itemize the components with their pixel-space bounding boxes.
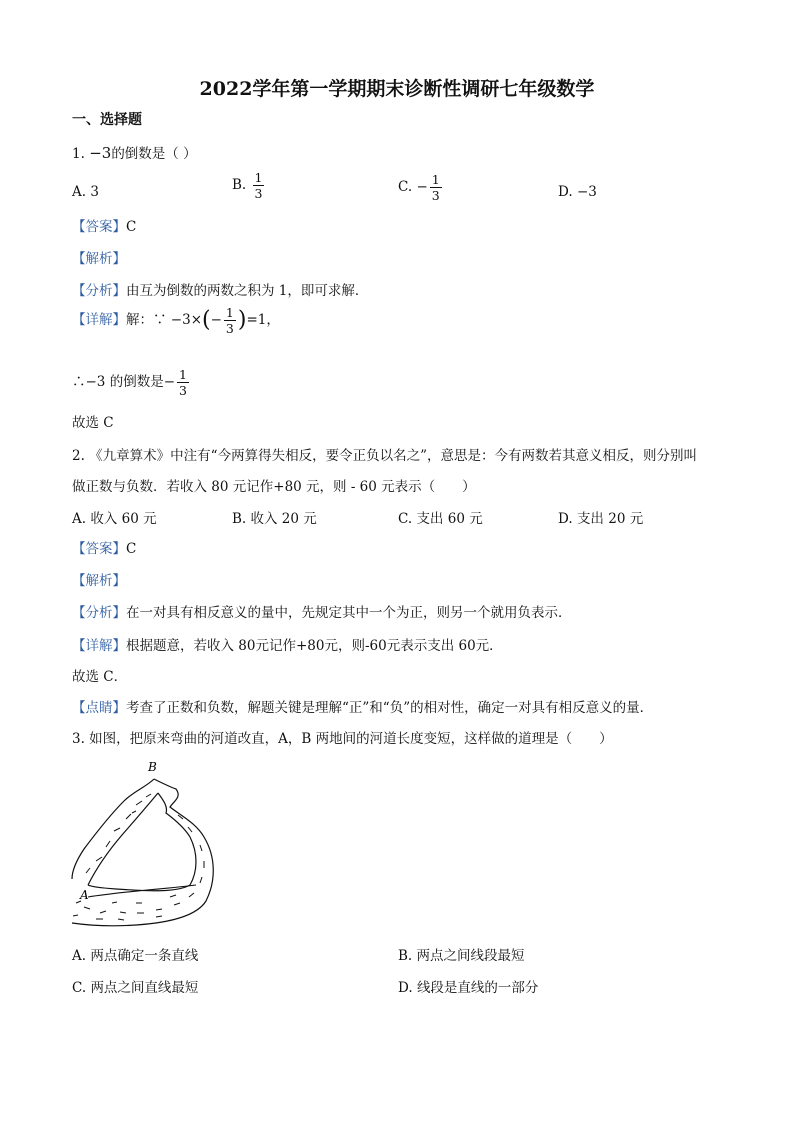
q3-option-b [398,946,525,966]
q2-analysis-tag [72,571,126,591]
option-text: 收入 20 元 [250,511,317,527]
q2-option-a [72,509,157,529]
fraction-numerator: 1 [225,305,234,320]
answer-value: C [126,219,137,235]
option-text: 两点之间直线最短 [90,980,199,996]
fenxi-tag: 【分析】 [72,283,126,299]
option-label: D. [398,980,413,996]
analysis-tag: 【解析】 [72,573,126,589]
q1-expression: −3 [89,144,112,162]
label-b: B [148,760,157,774]
q1-option-b [232,170,266,201]
fraction-denominator: 3 [254,186,263,201]
right-paren: ) [237,307,247,333]
fraction [430,172,442,203]
fenxi-tag: 【分析】 [72,605,126,621]
fenxi-text: 由互为倒数的两数之积为 1，即可求解． [126,283,369,299]
answer-tag: 【答案】 [72,219,126,235]
option-label: D. [558,184,573,200]
q2-stem-line2: 做正数与负数．若收入 80 元记作+80 元，则 - 60 元表示（ ） [72,479,476,495]
q2-fenxi [72,603,572,623]
option-label: A. [72,184,87,200]
option-text: 支出 60 元 [416,511,483,527]
xiangjie-tag: 【详解】 [72,312,126,328]
option-text: 两点确定一条直线 [90,948,199,964]
fraction [177,367,189,398]
q2-dianjing [72,698,653,718]
option-label: B. [232,177,247,193]
dianjing-tag: 【点睛】 [72,700,126,716]
q2-conclusion: 故选 C． [72,669,128,685]
river-figure [66,757,226,937]
label-a: A [80,888,89,902]
option-text: 3 [90,184,99,200]
q1-therefore [72,367,191,398]
dianjing-text: 考查了正数和负数，解题关键是理解“正”和“负”的相对性，确定一对具有相反意义的量． [126,700,654,716]
q2-stem-line1: 2. 《九章算术》中注有“今两算得失相反，要令正负以名之”，意思是：今有两数若其意义相反，则分别叫 [72,448,697,464]
q3-option-c [72,978,198,998]
therefore-text: ∴−3 的倒数是− [72,374,176,390]
q3-option-d [398,978,538,998]
option-label: D. [558,511,573,527]
q1-number: 1. [72,146,85,162]
fraction [224,305,236,336]
q1-analysis-tag [72,249,126,269]
option-label: C. [398,179,413,195]
fraction-denominator: 3 [179,383,187,398]
minus-sign: − [416,179,428,195]
analysis-tag: 【解析】 [72,251,126,267]
option-label: B. [398,948,413,964]
option-text: 收入 60 元 [90,511,157,527]
q2-answer [72,539,136,559]
q1-option-a [72,182,99,202]
q1-conclusion: 故选 C [72,415,114,431]
q2-option-b [232,509,317,529]
option-text: 线段是直线的一部分 [416,980,539,996]
q3-stem: 3. 如图，把原来弯曲的河道改直，A，B 两地间的河道长度变短，这样做的道理是（ ） [72,731,613,747]
minus-sign: − [210,312,222,328]
option-label: C. [72,980,87,996]
option-text: 支出 20 元 [576,511,644,527]
option-label: B. [232,511,247,527]
q1-xiangjie [72,305,280,336]
q1-option-c [398,172,444,203]
q1-stem-text: 的倒数是（ ） [111,146,197,162]
xiangjie-text: 解：∵ −3× [126,312,203,328]
fraction-numerator: 1 [179,367,187,382]
q2-xiangjie [72,636,503,656]
option-label: C. [398,511,413,527]
fraction-numerator: 1 [254,170,263,185]
xiangjie-tag: 【详解】 [72,638,126,654]
q2-option-d [558,509,643,529]
q1-fenxi [72,281,368,301]
option-text: 两点之间线段最短 [416,948,525,964]
section-heading: 一、选择题 [72,112,142,128]
option-label: A. [72,511,87,527]
xiangjie-text: 根据题意，若收入 80元记作+80元，则-60元表示支出 60元． [126,638,503,654]
q2-option-c [398,509,483,529]
fenxi-text: 在一对具有相反意义的量中，先规定其中一个为正，则另一个就用负表示． [126,605,572,621]
fraction-numerator: 1 [431,172,440,187]
q1-option-d [558,182,597,202]
option-label: A. [72,948,87,964]
q1-stem [72,143,197,164]
answer-tag: 【答案】 [72,541,126,557]
left-paren: ( [202,307,211,333]
fraction [253,170,265,201]
option-text: −3 [576,184,597,200]
page-title: 2022学年第一学期期末诊断性调研七年级数学 [199,78,595,100]
answer-value: C [126,541,137,557]
xiangjie-result: =1， [246,312,280,328]
fraction-denominator: 3 [225,321,234,336]
q1-answer [72,217,136,237]
fraction-denominator: 3 [431,188,440,203]
q3-option-a [72,946,198,966]
